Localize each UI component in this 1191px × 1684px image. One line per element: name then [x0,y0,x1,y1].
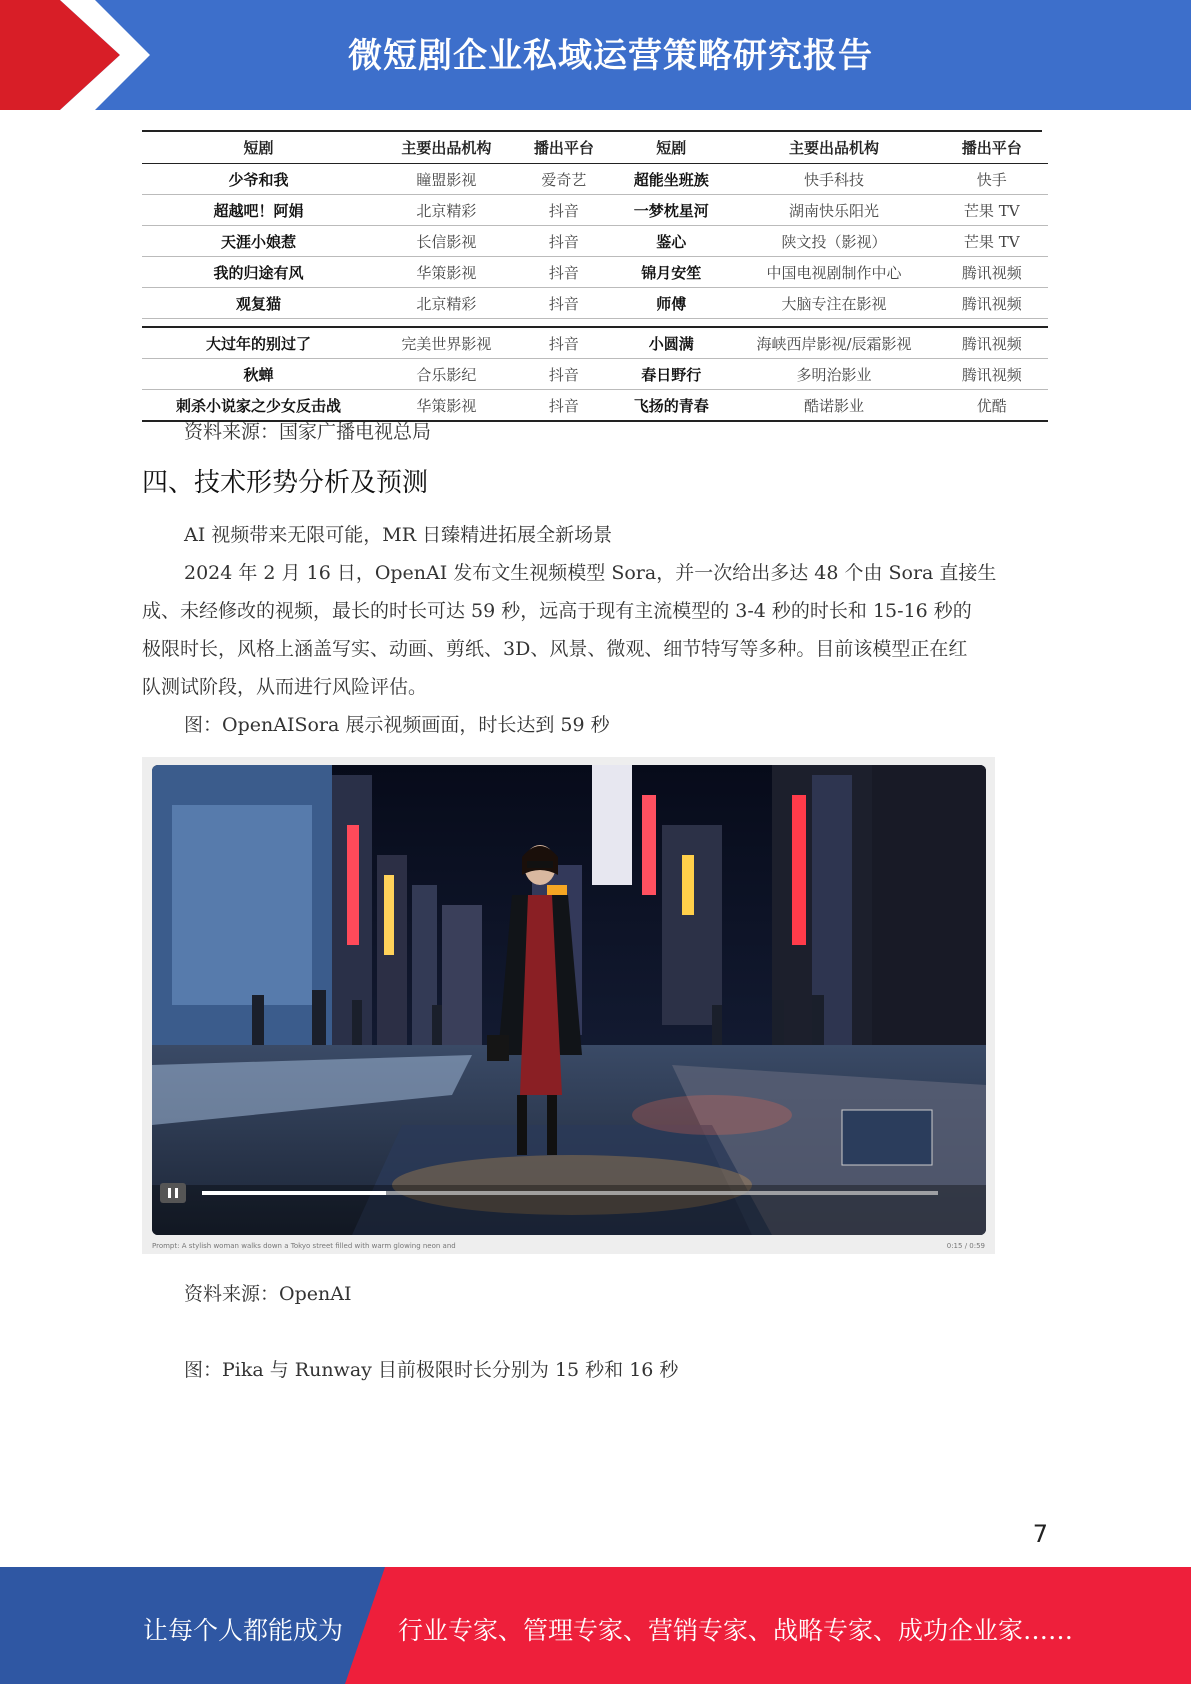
section-heading: 四、技术形势分析及预测 [142,468,429,498]
table-cell: 陕文投（影视） [733,226,936,257]
table-cell: 秋蝉 [142,359,375,390]
table-cell: 酷诺影业 [733,390,936,422]
table-cell: 我的归途有风 [142,257,375,288]
table-row [142,359,1048,390]
table-cell: 腾讯视频 [935,288,1048,319]
section-subtitle: AI 视频带来无限可能，MR 日臻精进拓展全新场景 [184,524,613,546]
table-cell: 少爷和我 [142,164,375,195]
drama-table [142,132,1048,422]
figure-source: 资料来源：OpenAI [184,1283,352,1305]
video-scene-image [152,765,986,1235]
footer-slogan-left: 让每个人都能成为 [143,1616,344,1645]
table-row [142,195,1048,226]
table-cell: 优酷 [935,390,1048,422]
table-cell: 华策影视 [375,257,518,288]
table-cell: 湖南快乐阳光 [733,195,936,226]
table-header-row [142,132,1048,164]
sora-video-frame [142,757,995,1254]
table-cell: 快手 [935,164,1048,195]
header-title: 微短剧企业私域运营策略研究报告 [348,36,873,76]
footer-slogan-right: 行业专家、管理专家、营销专家、战略专家、成功企业家…… [398,1616,1074,1645]
table-row [142,288,1048,319]
table-cell: 腾讯视频 [935,327,1048,359]
table-cell: 抖音 [518,257,610,288]
paragraph-line: 极限时长，风格上涵盖写实、动画、剪纸、3D、风景、微观、细节特写等多种。目前该模型正在红 [142,638,968,660]
paragraph-line: 成、未经修改的视频，最长的时长可达 59 秒，远高于现有主流模型的 3-4 秒的时长和 15-16 秒的 [142,600,972,622]
video-time: 0:15 / 0:59 [946,1242,985,1250]
table-cell: 天涯小娘惹 [142,226,375,257]
table-cell: 抖音 [518,390,610,422]
table-cell: 春日野行 [610,359,733,390]
table-cell: 一梦枕星河 [610,195,733,226]
table-cell: 大过年的别过了 [142,327,375,359]
column-header: 主要出品机构 [375,132,518,164]
table-cell: 鉴心 [610,226,733,257]
table-cell: 大脑专注在影视 [733,288,936,319]
paragraph-line: 队测试阶段，从而进行风险评估。 [142,676,428,698]
table-row [142,226,1048,257]
column-header: 短剧 [142,132,375,164]
table-cell: 抖音 [518,359,610,390]
table-cell: 刺杀小说家之少女反击战 [142,390,375,422]
column-header: 播出平台 [935,132,1048,164]
table-cell: 超越吧！阿娟 [142,195,375,226]
table-cell: 长信影视 [375,226,518,257]
video-prompt-text: Prompt: A stylish woman walks down a Tokyo street filled with warm glowing neon and [152,1242,456,1250]
table-cell: 瞳盟影视 [375,164,518,195]
table-cell: 抖音 [518,327,610,359]
figure-caption: 图：OpenAISora 展示视频画面，时长达到 59 秒 [184,714,610,736]
figure-caption-2: 图：Pika 与 Runway 目前极限时长分别为 15 秒和 16 秒 [184,1359,679,1381]
table-cell: 爱奇艺 [518,164,610,195]
table-row [142,257,1048,288]
table-cell: 芒果 TV [935,226,1048,257]
table-row [142,164,1048,195]
table-cell: 中国电视剧制作中心 [733,257,936,288]
table-cell: 超能坐班族 [610,164,733,195]
page-number: 7 [1032,1520,1048,1548]
table-cell: 华策影视 [375,390,518,422]
table-cell: 飞扬的青春 [610,390,733,422]
table-cell: 腾讯视频 [935,257,1048,288]
page-header [0,0,1191,110]
table-cell: 芒果 TV [935,195,1048,226]
table-cell: 北京精彩 [375,195,518,226]
table-cell: 抖音 [518,195,610,226]
table-source: 资料来源：国家广播电视总局 [184,421,432,443]
table-cell: 快手科技 [733,164,936,195]
table-cell: 完美世界影视 [375,327,518,359]
table-cell: 抖音 [518,226,610,257]
table-cell: 多明治影业 [733,359,936,390]
column-header: 主要出品机构 [733,132,936,164]
table-cell: 小圆满 [610,327,733,359]
table-top-rule [142,130,1042,132]
table-cell: 合乐影纪 [375,359,518,390]
table-cell: 观复猫 [142,288,375,319]
paragraph-line: 2024 年 2 月 16 日，OpenAI 发布文生视频模型 Sora，并一次给出多达 48 个由 Sora 直接生 [184,562,997,584]
column-header: 播出平台 [518,132,610,164]
column-header: 短剧 [610,132,733,164]
table-cell: 师傅 [610,288,733,319]
table-cell: 抖音 [518,288,610,319]
table-cell: 北京精彩 [375,288,518,319]
table-cell: 腾讯视频 [935,359,1048,390]
table-cell: 锦月安笙 [610,257,733,288]
table-row [142,327,1048,359]
page-footer [0,1567,1191,1684]
table-cell: 海峡西岸影视/辰霜影视 [733,327,936,359]
video-caption-bar [152,1242,985,1250]
